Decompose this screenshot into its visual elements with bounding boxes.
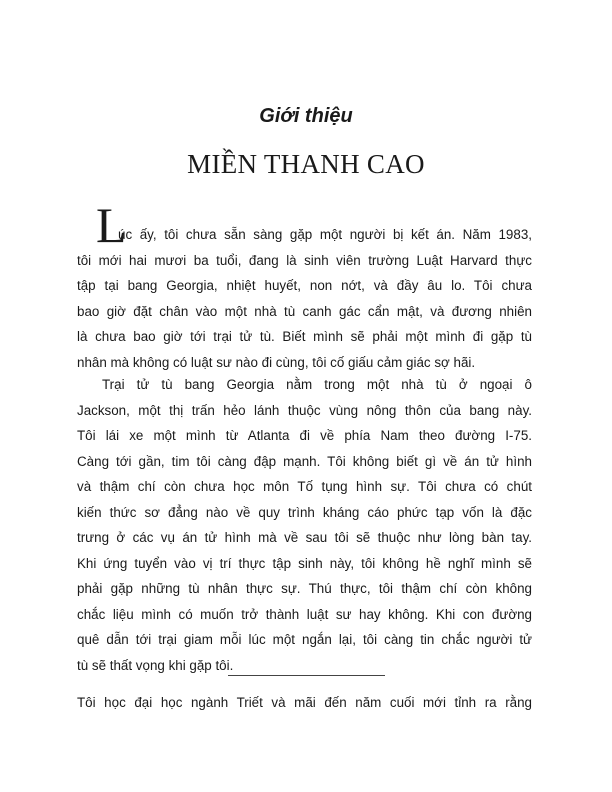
paragraph-line: Trại tử tù bang Georgia nằm trong một nhà tù ở ngoại ô bbox=[102, 377, 532, 392]
paragraph-line: Jackson, một thị trấn hẻo lánh thuộc vùng nông thôn của bang này. bbox=[77, 402, 532, 418]
paragraph-line: tù sẽ thất vọng khi gặp tôi. bbox=[77, 657, 234, 673]
paragraph-line: và thậm chí còn chưa học môn Tố tụng hình sự. Tôi chưa có chút bbox=[77, 479, 532, 494]
drop-cap: L bbox=[96, 197, 127, 253]
paragraph-line: quê dẫn tới trại giam mỗi lúc một ngắn lại, tôi càng tin chắc người tử bbox=[77, 632, 532, 647]
paragraph-line: Tôi lái xe một mình từ Atlanta đi về phía Nam theo đường I-75. bbox=[77, 428, 532, 443]
paragraph-line: là chưa bao giờ tới trại tử tù. Biết mình sẽ phải một mình đi gặp tù bbox=[77, 329, 532, 344]
paragraph-line: tôi mới hai mươi ba tuổi, đang là sinh viên trường Luật Harvard thực bbox=[77, 252, 532, 268]
paragraph-line: Càng tới gần, tim tôi càng đập mạnh. Tôi không biết gì về án tử hình bbox=[77, 453, 532, 469]
paragraph-line: Khi ứng tuyển vào vị trí thực tập sinh này, tôi không hề nghĩ mình sẽ bbox=[77, 555, 532, 571]
section-divider bbox=[228, 675, 385, 676]
chapter-title: MIỀN THANH CAO bbox=[187, 149, 425, 179]
paragraph-line: úc ấy, tôi chưa sẵn sàng gặp một người bị kết án. Năm 1983, bbox=[118, 227, 532, 242]
paragraph-line: Tôi học đại học ngành Triết và mãi đến năm cuối mới tỉnh ra rằng bbox=[77, 695, 532, 710]
paragraph-1 bbox=[77, 212, 532, 375]
paragraph-line: chắc liệu mình có muốn trở thành luật sư hay không. Khi con đường bbox=[77, 606, 532, 622]
paragraph-line: nhân mà không có luật sư nào đi cùng, tôi cố giấu cảm giác sợ hãi. bbox=[77, 354, 476, 370]
paragraph-line: kiến thức sơ đẳng nào về quy trình kháng cáo phức tạp vốn là đặc bbox=[77, 504, 532, 520]
paragraph-line: trưng ở các vụ án tử hình mà về sau tôi sẽ thuộc như lòng bàn tay. bbox=[77, 530, 532, 545]
paragraph-line: phải gặp những tù nhân thực sự. Thú thực, tôi thậm chí còn không bbox=[77, 581, 532, 596]
paragraph-line: bao giờ đặt chân vào một nhà tù canh gác cẩn mật, và đương nhiên bbox=[77, 303, 532, 319]
paragraph-2 bbox=[77, 372, 532, 678]
chapter-kicker: Giới thiệu bbox=[259, 105, 353, 127]
paragraph-3 bbox=[77, 690, 532, 716]
paragraph-line: tập tại bang Georgia, nhiệt huyết, non nớt, và đầy âu lo. Tôi chưa bbox=[77, 278, 532, 293]
